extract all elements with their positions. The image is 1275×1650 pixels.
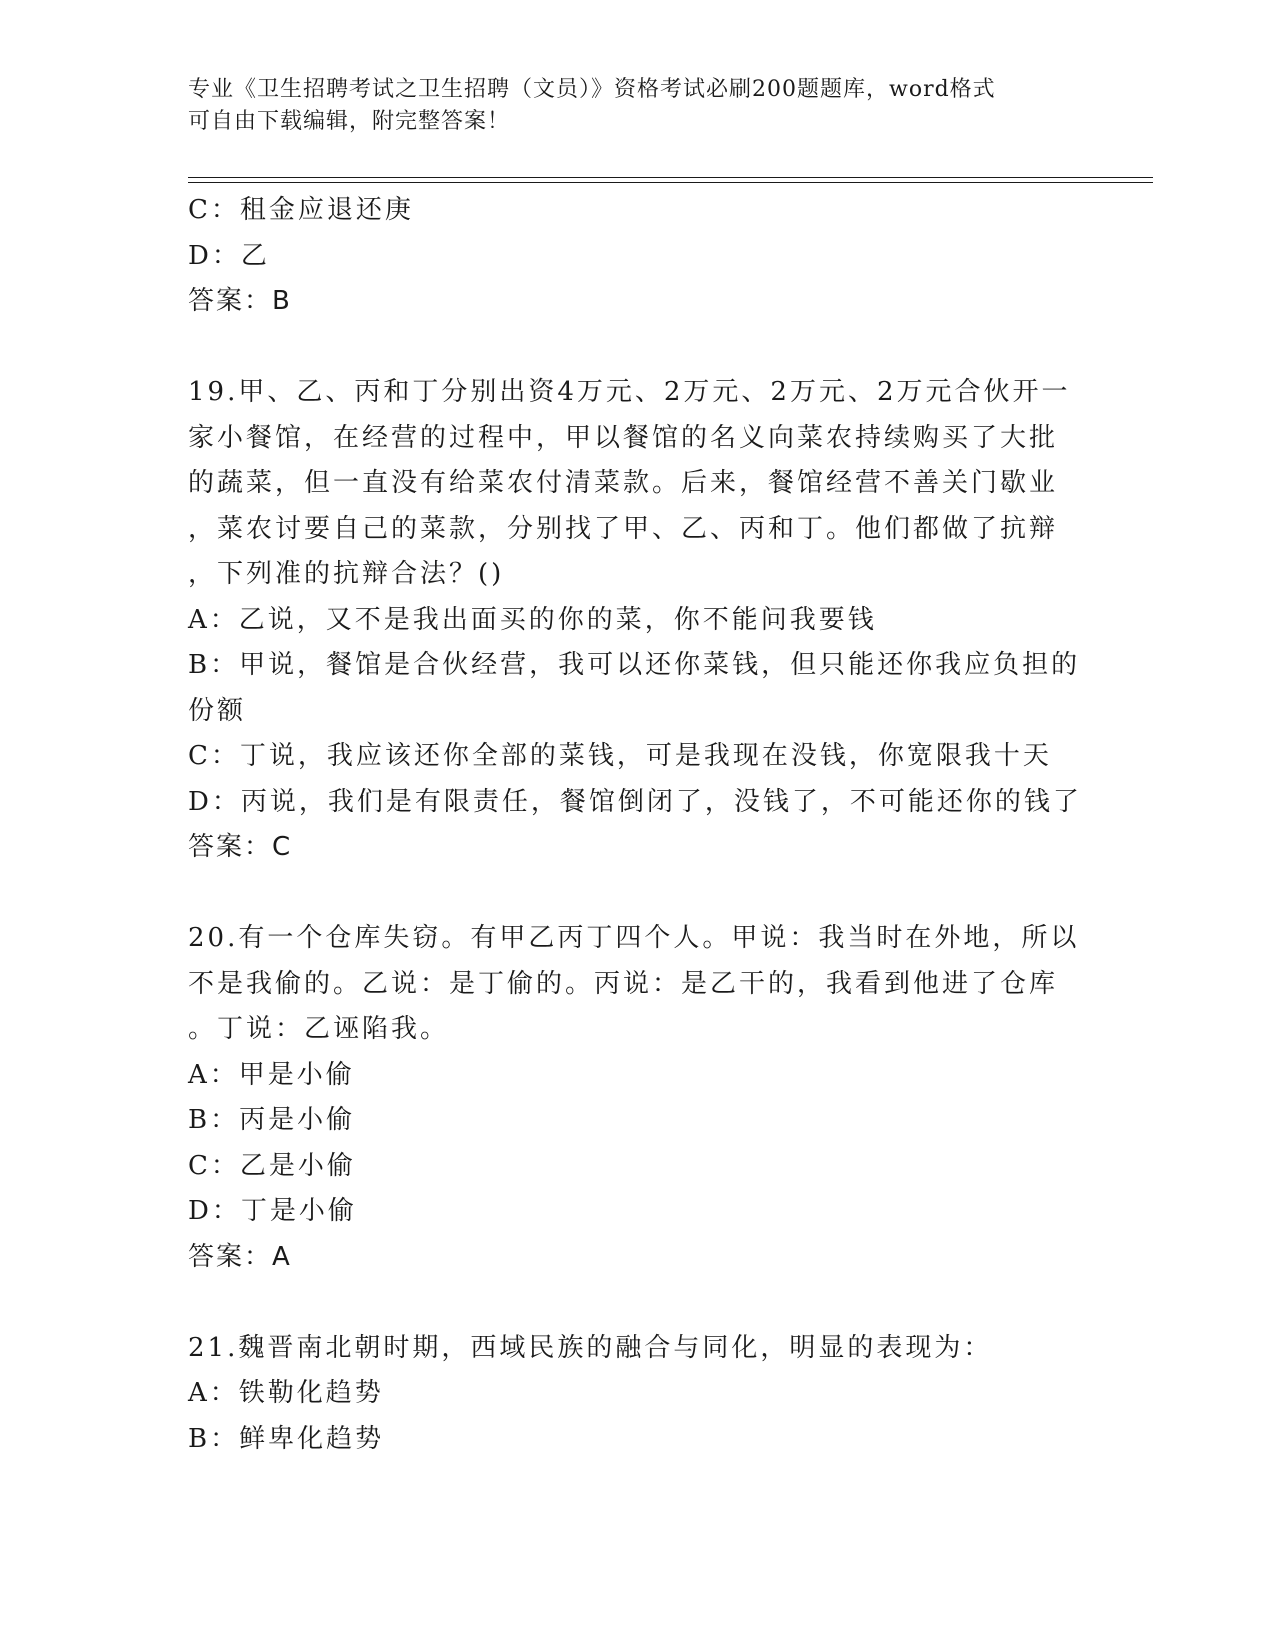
option-b: B：鲜卑化趋势 <box>188 1423 385 1454</box>
header-rule-bottom <box>188 182 1153 183</box>
question-text-line: 20.有一个仓库失窃。有甲乙丙丁四个人。甲说：我当时在外地，所以 <box>188 923 1080 953</box>
spacer <box>188 1280 1088 1326</box>
header-line-1: 专业《卫生招聘考试之卫生招聘（文员）》资格考试必刷200题题库，word格式 <box>188 77 996 102</box>
spacer <box>188 871 1088 917</box>
option-c: C：乙是小偷 <box>188 1150 356 1181</box>
question-text-line: 。丁说：乙诬陷我。 <box>188 1014 450 1044</box>
answer-line: 答案：C <box>188 832 293 862</box>
answer-line: 答案：B <box>188 286 292 316</box>
question-18-tail <box>188 188 1088 325</box>
question-text-line: ，下列准的抗辩合法？() <box>188 559 505 589</box>
question-text-line: 21.魏晋南北朝时期，西域民族的融合与同化，明显的表现为： <box>188 1332 993 1363</box>
spacer <box>188 325 1088 371</box>
question-text-line: 19.甲、乙、丙和丁分别出资4万元、2万元、2万元、2万元合伙开一 <box>188 377 1071 407</box>
option-d: D：丙说，我们是有限责任，餐馆倒闭了，没钱了，不可能还你的钱了 <box>188 786 1082 817</box>
option-b: B：甲说，餐馆是合伙经营，我可以还你菜钱，但只能还你我应负担的 <box>188 650 1081 680</box>
question-text-line: 的蔬菜，但一直没有给菜农付清菜款。后来，餐馆经营不善关门歇业 <box>188 468 1059 498</box>
question-text-line: 家小餐馆，在经营的过程中，甲以餐馆的名义向菜农持续购买了大批 <box>188 422 1059 453</box>
answer-line: 答案：A <box>188 1241 292 1272</box>
option-a: A：乙说，又不是我出面买的你的菜，你不能问我要钱 <box>188 604 877 635</box>
option-c: C：丁说，我应该还你全部的菜钱，可是我现在没钱，你宽限我十天 <box>188 741 1052 771</box>
option-b: B：丙是小偷 <box>188 1105 356 1135</box>
option-b-continued: 份额 <box>188 695 247 726</box>
option-a: A：铁勒化趋势 <box>188 1378 384 1408</box>
header-rule-top <box>188 177 1153 178</box>
option-c: C：租金应退还庚 <box>188 195 414 225</box>
option-a: A：甲是小偷 <box>188 1059 355 1090</box>
question-20 <box>188 916 1088 1280</box>
question-19 <box>188 370 1088 871</box>
question-text-line: ，菜农讨要自己的菜款，分别找了甲、乙、丙和丁。他们都做了抗辩 <box>188 513 1059 544</box>
option-d: D：乙 <box>188 240 270 271</box>
header-line-2: 可自由下载编辑，附完整答案！ <box>188 109 511 134</box>
question-text-line: 不是我偷的。乙说：是丁偷的。丙说：是乙干的，我看到他进了仓库 <box>188 968 1059 999</box>
option-d: D：丁是小偷 <box>188 1196 357 1226</box>
document-header <box>188 74 1088 138</box>
question-21 <box>188 1326 1088 1463</box>
document-body <box>188 188 1088 1462</box>
